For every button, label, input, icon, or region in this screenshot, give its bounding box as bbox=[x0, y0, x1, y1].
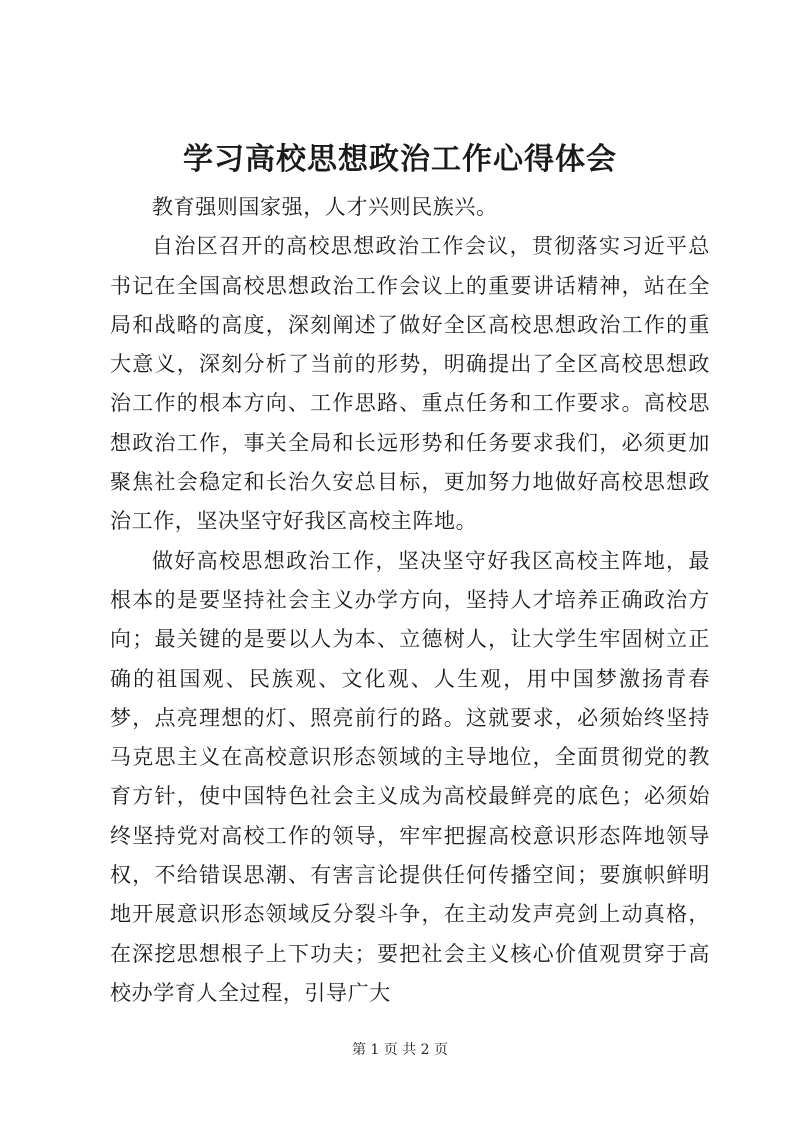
page-number-label: 第 1 页 共 2 页 bbox=[351, 1042, 449, 1058]
page-footer bbox=[0, 1040, 800, 1060]
document-body bbox=[110, 188, 710, 1013]
paragraph-1: 教育强则国家强，人才兴则民族兴。 bbox=[152, 195, 498, 219]
paragraph-2: 自治区召开的高校思想政治工作会议，贯彻落实习近平总书记在全国高校思想政治工作会议上的重要讲话精神，站在全局和战略的高度，深刻阐述了做好全区高校思想政治工作的重大意义，深刻分析了当前的形势，明确提出了全区高校思想政治工作的根本方向、工作思路、重点任务和工作要求。高校思想政治工作，事关全局和长远形势和任务要求我们，必须更加聚焦社会稳定和长治久安总目标，更加努力地做好高校思想政治工作，坚决坚守好我区高校主阵地。 bbox=[110, 234, 710, 534]
document-title: 学习高校思想政治工作心得体会 bbox=[183, 142, 617, 177]
paragraph-3: 做好高校思想政治工作，坚决坚守好我区高校主阵地，最根本的是要坚持社会主义办学方向，坚持人才培养正确政治方向；最关键的是要以人为本、立德树人，让大学生牢固树立正确的祖国观、民族观、文化观、人生观，用中国梦激扬青春梦，点亮理想的灯、照亮前行的路。这就要求，必须始终坚持马克思主义在高校意识形态领域的主导地位，全面贯彻党的教育方针，使中国特色社会主义成为高校最鲜亮的底色；必须始终坚持党对高校工作的领导，牢牢把握高校意识形态阵地领导权，不给错误思潮、有害言论提供任何传播空间；要旗帜鲜明地开展意识形态领域反分裂斗争，在主动发声亮剑上动真格，在深挖思想根子上下功夫；要把社会主义核心价值观贯穿于高校办学育人全过程，引导广大 bbox=[110, 548, 710, 1005]
